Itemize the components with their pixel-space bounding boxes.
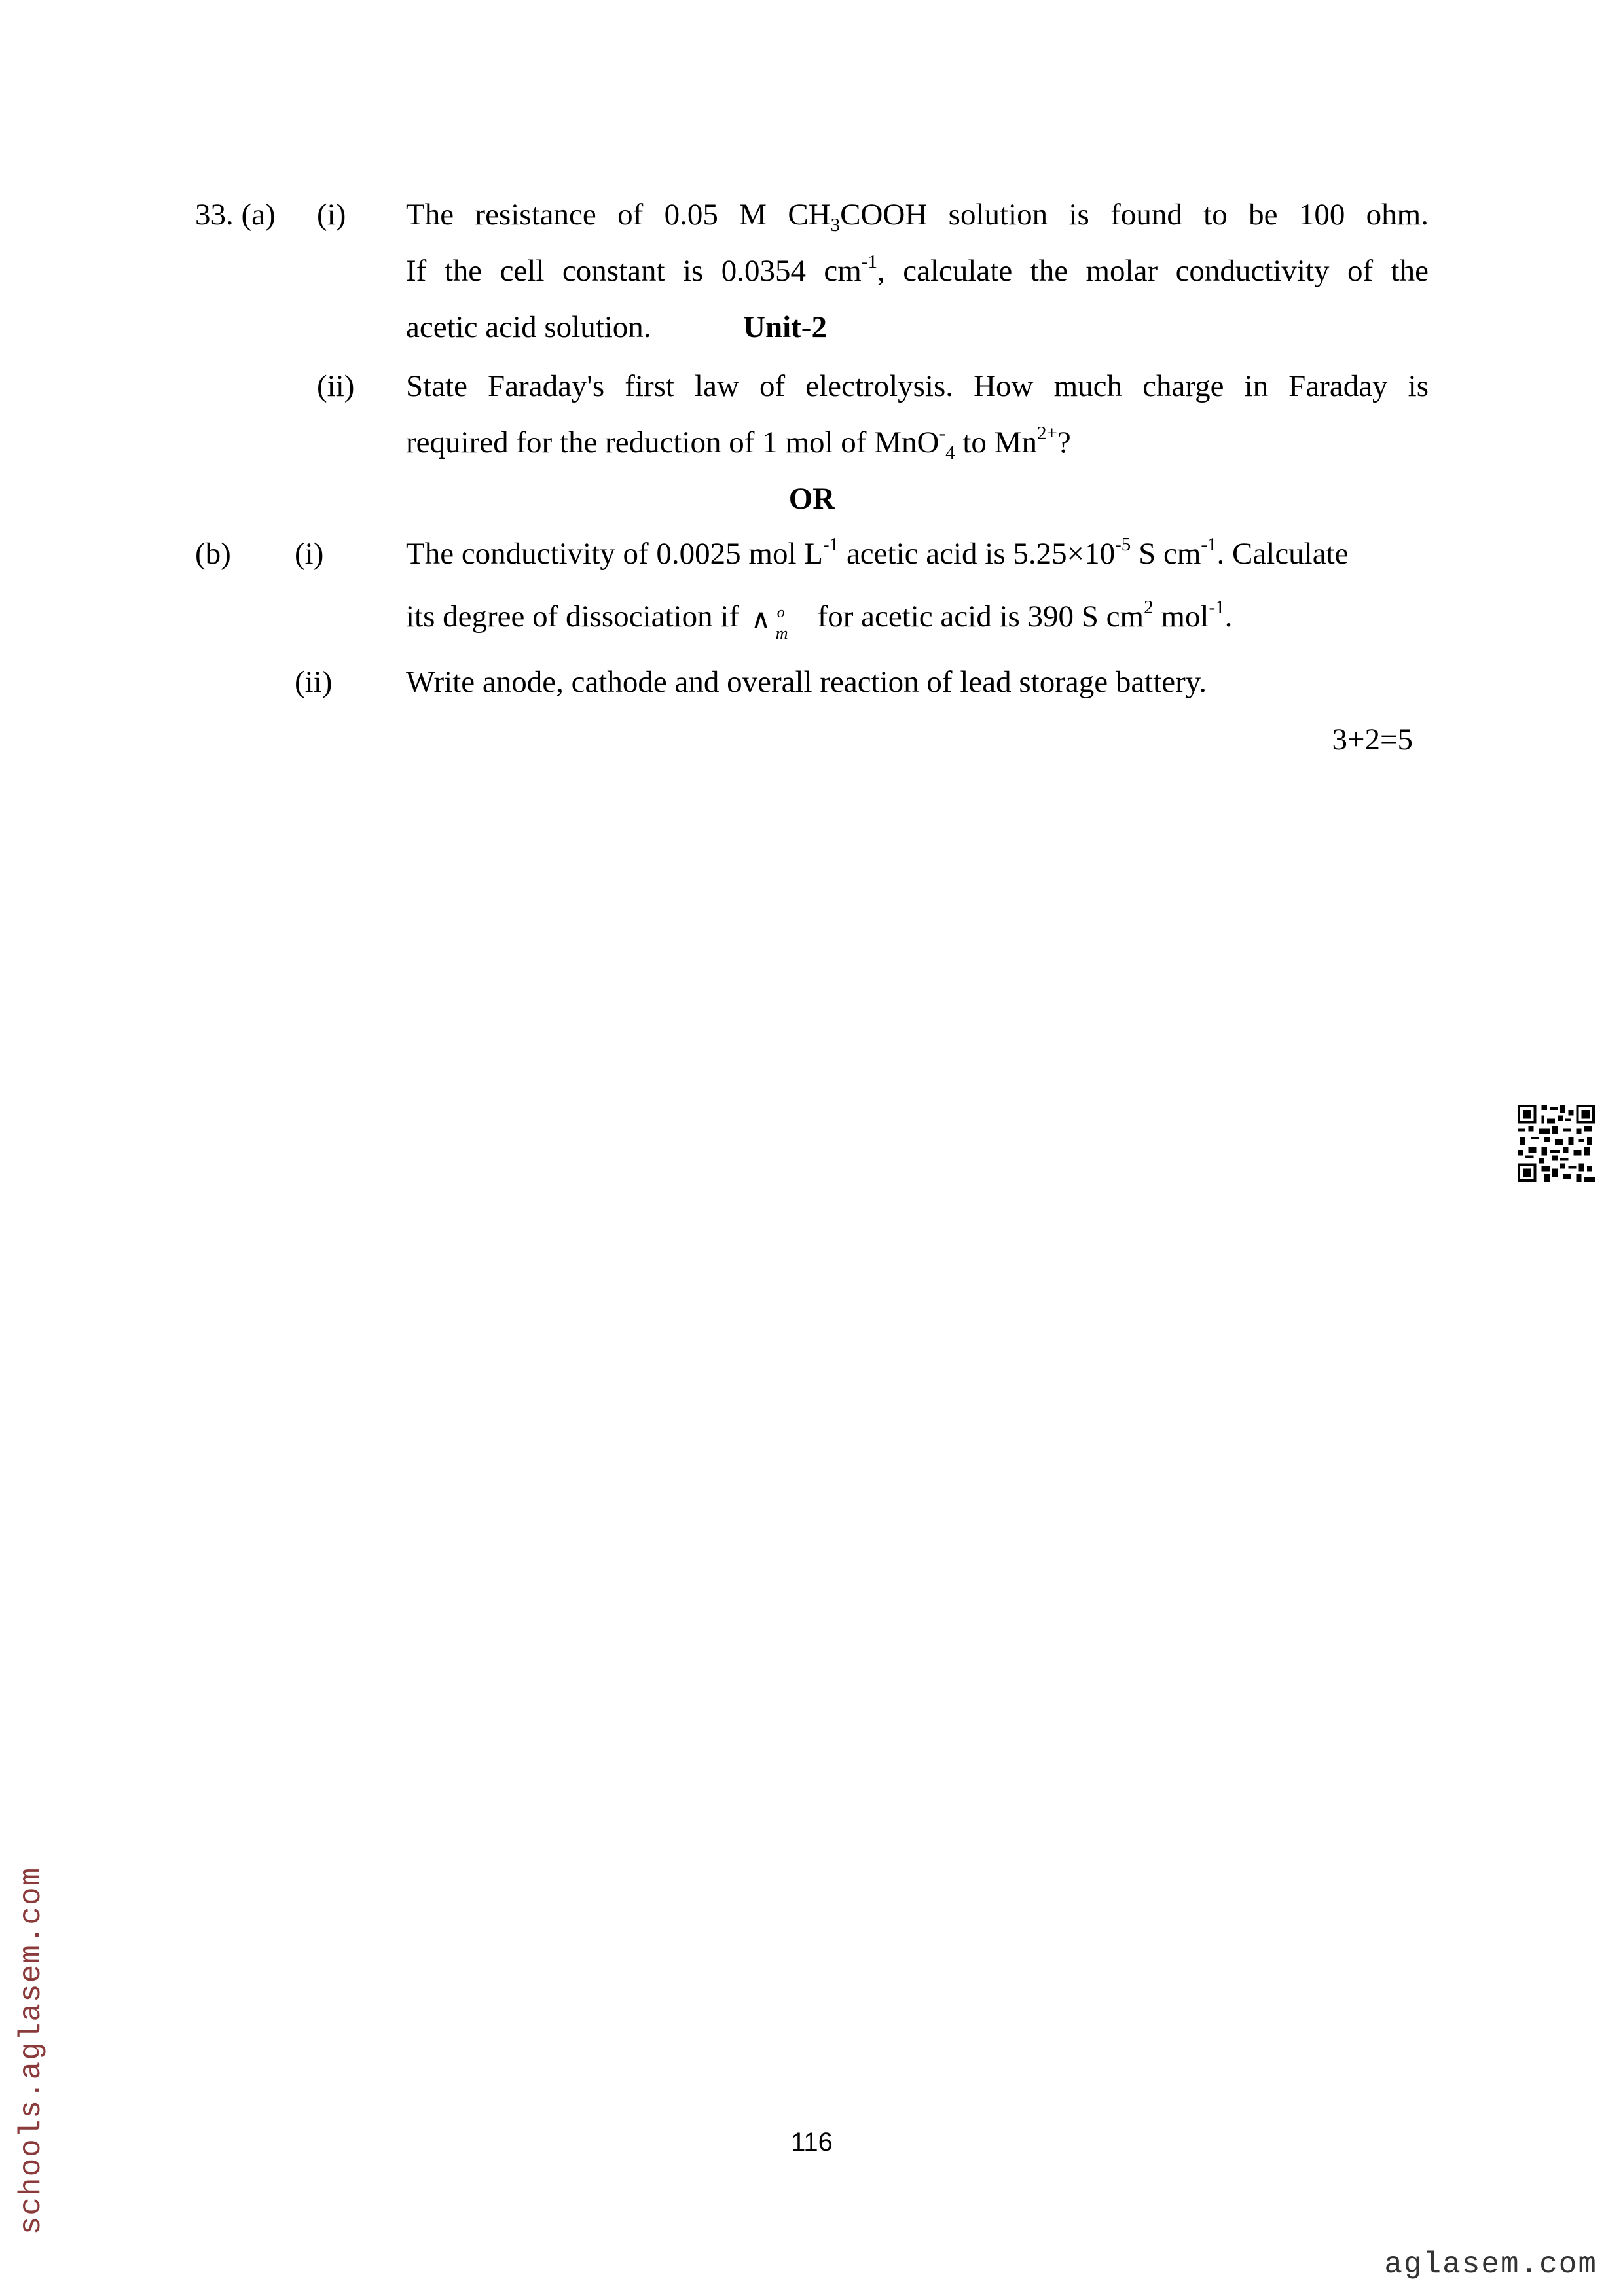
part-a-i-line3: acetic acid solution. — [406, 310, 651, 344]
part-a-ii-line1: State Faraday's first law of electrolysis. How much charge in Faraday is — [406, 369, 1429, 403]
page-number: 116 — [791, 2128, 833, 2157]
part-a-ii-line2: required for the reduction of 1 mol of MnO-$_4$ to $Mn^{2+}$? — [406, 423, 1071, 463]
part-b-ii-line1: Write anode, cathode and overall reaction of lead storage battery. — [406, 665, 1207, 699]
marks-allocation: 3+2=5 — [1332, 723, 1413, 757]
part-b-i-label: (i) — [295, 537, 324, 571]
part-b-i-line2: its degree of dissociation if ∧ o m for acetic acid is 390 S $cm^2$ mol$^{-1}$. — [406, 597, 1233, 643]
part-b-ii-label: (ii) — [295, 665, 333, 699]
part-b-i-line1: The conductivity of 0.0025 mol $L^{-1}$ acetic acid is $5.25\times 10^{-5}$ S $cm^{-1}$. Calculate — [406, 534, 1349, 571]
question-number: 33. (a) — [195, 198, 276, 232]
molar-conductivity-symbol: ∧ o m — [750, 603, 788, 643]
unit-label: Unit-2 — [743, 310, 827, 344]
watermark-footer: aglasem.com — [1384, 2248, 1597, 2282]
part-a-ii-label: (ii) — [317, 369, 355, 403]
part-a-i-line2: If the cell constant is 0.0354 $cm^{-1}$, calculate the molar conductivity of the — [406, 251, 1429, 288]
part-a-i-label: (i) — [317, 198, 346, 232]
part-b-label: (b) — [195, 537, 231, 571]
or-divider: OR — [788, 482, 835, 516]
qr-code-icon — [1518, 1105, 1595, 1182]
watermark-vertical: schools.aglasem.com — [14, 1866, 48, 2235]
part-a-i-line1: The resistance of 0.05 M $CH_3COOH$ solution is found to be 100 ohm. — [406, 198, 1429, 236]
